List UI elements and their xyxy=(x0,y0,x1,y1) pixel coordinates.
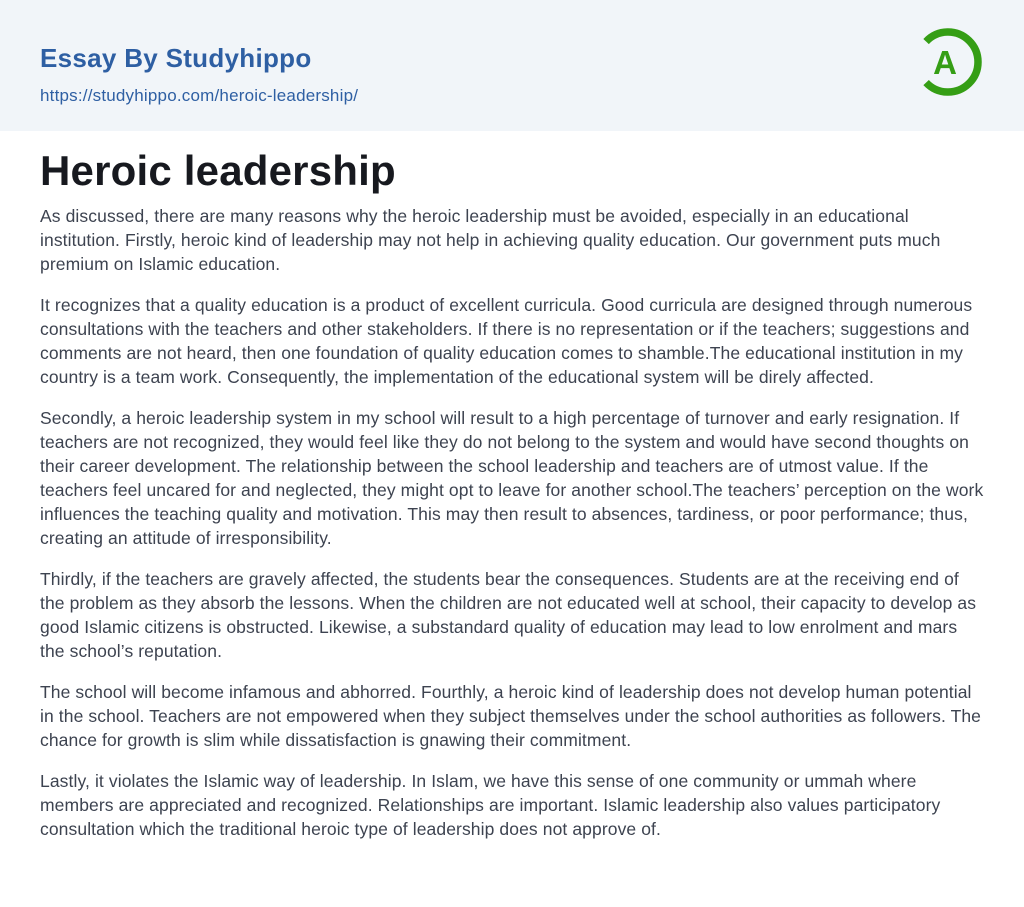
source-url-link[interactable]: https://studyhippo.com/heroic-leadership/ xyxy=(40,85,359,105)
studyhippo-logo-icon xyxy=(912,26,984,98)
logo-letter: A xyxy=(933,44,957,81)
site-title: Essay By Studyhippo xyxy=(40,43,312,73)
site-header xyxy=(0,0,1024,131)
essay-paragraph-1: As discussed, there are many reasons why the heroic leadership must be avoided, especially in an educational institution. Firstly, heroic kind of leadership may not help in achieving quality education. Our government puts much premium on Islamic education. xyxy=(40,206,941,275)
essay-paragraph-6: Lastly, it violates the Islamic way of leadership. In Islam, we have this sense of one community or ummah where members are appreciated and recognized. Relationships are important. Islamic leadership also values participatory consultation which the traditional heroic type of leadership does not approve of. xyxy=(40,771,941,840)
essay-paragraph-3: Secondly, a heroic leadership system in my school will result to a high percentage of turnover and early resignation. If teachers are not recognized, they would feel like they do not belong to the system and would have second thoughts on their career development. The relationship between the school leadership and teachers are of utmost value. If the teachers feel uncared for and neglected, they might opt to leave for another school.The teachers’ perception on the work influences the teaching quality and motivation. This may then result to absences, tardiness, or poor performance; thus, creating an attitude of irresponsibility. xyxy=(40,408,984,549)
essay-title: Heroic leadership xyxy=(40,147,396,194)
essay-paragraph-2: It recognizes that a quality education is a product of excellent curricula. Good curricula are designed through numerous consultations with the teachers and other stakeholders. If there is no representation or if the teachers; suggestions and comments are not heard, then one foundation of quality education comes to shamble.The educational institution in my country is a team work. Consequently, the implementation of the educational system will be direly affected. xyxy=(40,295,973,388)
essay-content xyxy=(0,147,1024,841)
essay-paragraph-5: The school will become infamous and abhorred. Fourthly, a heroic kind of leadership does not develop human potential in the school. Teachers are not empowered when they subject themselves under the school authorities as followers. The chance for growth is slim while dissatisfaction is gnawing their commitment. xyxy=(40,682,982,751)
essay-paragraph-4: Thirdly, if the teachers are gravely affected, the students bear the consequences. Students are at the receiving end of the problem as they absorb the lessons. When the children are not educated well at school, their capacity to develop as good Islamic citizens is obstructed. Likewise, a substandard quality of education may lead to low enrolment and mars the school’s reputation. xyxy=(40,569,977,662)
logo-svg xyxy=(912,26,984,98)
header-text xyxy=(40,44,984,106)
